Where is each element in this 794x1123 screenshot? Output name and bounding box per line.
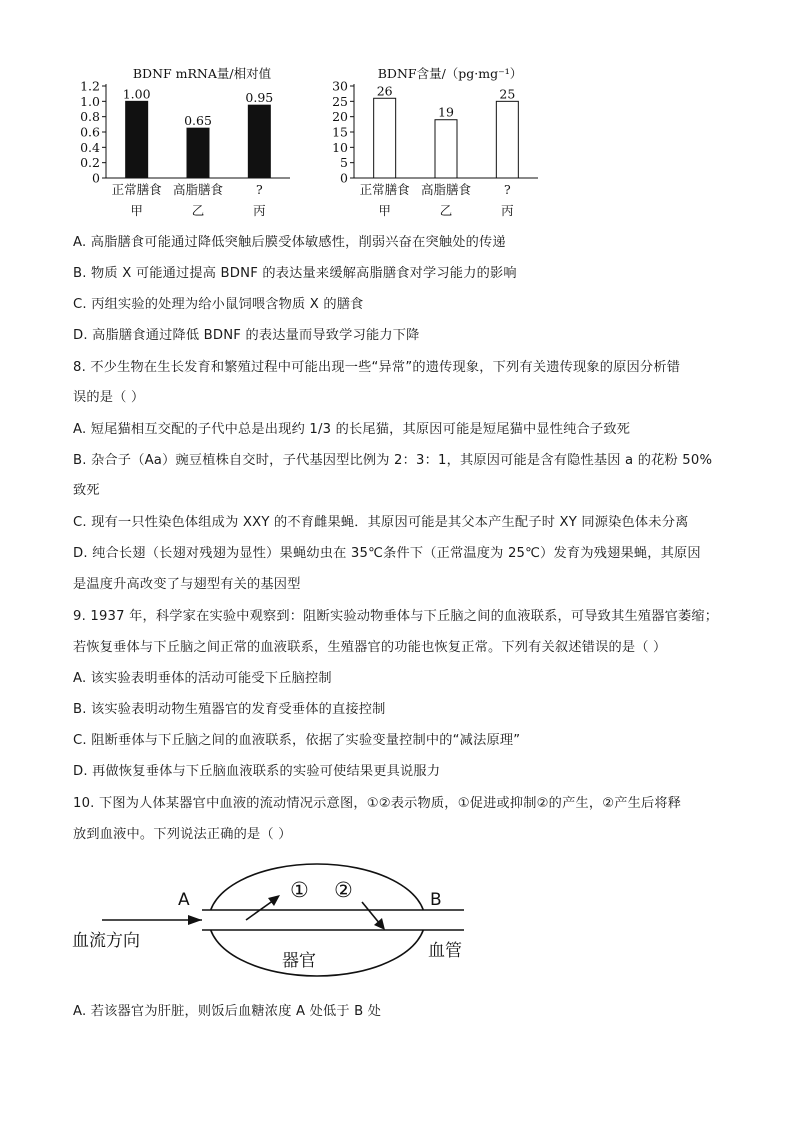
question-10-stem: 10. 下图为人体某器官中血液的流动情况示意图，①②表示物质，①促进或抑制②的产生，②产生后将释 — [73, 796, 682, 811]
y-tick-label: 20 — [332, 109, 348, 125]
data-label: 19 — [438, 104, 454, 120]
data-label: 0.65 — [184, 113, 212, 129]
blood-vessel — [202, 910, 472, 930]
label-a: A — [178, 890, 190, 910]
option-8b: B. 杂合子（Aa）豌豆植株自交时，子代基因型比例为 2：3：1，其原因可能是含有隐性基因 a 的花粉 50% — [73, 453, 713, 468]
y-tick-label: 5 — [340, 155, 348, 171]
x-tick-label: 正常膳食 — [359, 182, 410, 197]
group-label: 甲 — [378, 203, 391, 218]
data-label: 25 — [499, 86, 516, 102]
option-8b-cont: 致死 — [73, 483, 100, 498]
x-tick-label: 正常膳食 — [111, 182, 162, 197]
group-label: 乙 — [439, 203, 453, 218]
bdnf-content-chart-svg — [318, 62, 558, 222]
option-10a: A. 若该器官为肝脏，则饭后血糖浓度 A 处低于 B 处 — [73, 1004, 382, 1019]
question-10-stem-cont: 放到血液中。下列说法正确的是（ ） — [73, 827, 292, 842]
question-9-stem: 9. 1937 年，科学家在实验中观察到：阻断实验动物垂体与下丘脑之间的血液联系，可导致其生殖器官萎缩； — [73, 609, 719, 624]
option-9b: B. 该实验表明动物生殖器官的发育受垂体的直接控制 — [73, 702, 386, 717]
y-tick-label: 1.2 — [80, 78, 100, 94]
y-tick-label: 0.8 — [80, 109, 100, 125]
substance-2-label: ② — [334, 878, 353, 902]
group-label: 乙 — [191, 203, 205, 218]
bar — [435, 120, 457, 178]
label-b: B — [430, 890, 442, 910]
option-7d: D. 高脂膳食通过降低 BDNF 的表达量而导致学习能力下降 — [73, 328, 420, 343]
bar — [374, 98, 396, 178]
y-tick-label: 0.2 — [80, 155, 100, 171]
option-9a: A. 该实验表明垂体的活动可能受下丘脑控制 — [73, 671, 332, 686]
bdnf-mrna-chart-svg — [70, 62, 310, 222]
arrow-1-head — [268, 895, 280, 906]
bar — [126, 101, 148, 178]
chart-title: BDNF mRNA量/相对值 — [132, 66, 272, 81]
option-8a: A. 短尾猫相互交配的子代中总是出现约 1/3 的长尾猫，其原因可能是短尾猫中显性纯合子致死 — [73, 422, 631, 437]
y-tick-label: 0 — [340, 170, 348, 186]
substance-1-label: ① — [290, 878, 309, 902]
y-tick-label: 15 — [332, 124, 348, 140]
option-7b: B. 物质 X 可能通过提高 BDNF 的表达量来缓解高脂膳食对学习能力的影响 — [73, 266, 517, 281]
bdnf-content-chart — [318, 62, 558, 222]
option-8c: C. 现有一只性染色体组成为 XXY 的不育雌果蝇．其原因可能是其父本产生配子时 XY 同源染色体未分离 — [73, 515, 689, 530]
flow-arrow-head — [188, 915, 202, 925]
data-label: 0.95 — [245, 90, 274, 106]
x-tick-label: 高脂膳食 — [420, 182, 472, 197]
x-tick-label: 高脂膳食 — [172, 182, 224, 197]
option-8d: D. 纯合长翅（长翅对残翅为显性）果蝇幼虫在 35℃条件下（正常温度为 25℃）发育为残翅果蝇，其原因 — [73, 546, 701, 561]
bar — [496, 101, 518, 178]
y-tick-label: 30 — [332, 78, 348, 94]
x-tick-label: ? — [255, 182, 263, 197]
y-tick-label: 10 — [332, 139, 348, 155]
organ-label: 器官 — [282, 951, 316, 971]
group-label: 丙 — [501, 203, 514, 218]
organ-blood-flow-diagram — [72, 862, 492, 980]
bar — [187, 128, 209, 178]
option-7a: A. 高脂膳食可能通过降低突触后膜受体敏感性，削弱兴奋在突触处的传递 — [73, 235, 506, 250]
bar — [248, 105, 270, 178]
bdnf-mrna-chart — [70, 62, 310, 222]
option-7c: C. 丙组实验的处理为给小鼠饲喂含物质 X 的膳食 — [73, 297, 364, 312]
flow-direction-label: 血流方向 — [72, 931, 140, 951]
group-label: 甲 — [130, 203, 143, 218]
data-label: 1.00 — [122, 86, 151, 102]
option-8d-cont: 是温度升高改变了与翅型有关的基因型 — [73, 577, 301, 592]
y-tick-label: 0.6 — [80, 124, 100, 140]
data-label: 26 — [376, 83, 393, 99]
x-tick-label: ? — [503, 182, 511, 197]
y-tick-label: 0 — [92, 170, 100, 186]
y-tick-label: 25 — [332, 93, 348, 109]
chart-title: BDNF含量/（pg·mg⁻¹） — [377, 66, 523, 81]
vessel-label: 血管 — [428, 941, 462, 961]
question-8-stem-cont: 误的是（ ） — [73, 390, 145, 405]
group-label: 丙 — [253, 203, 266, 218]
option-9d: D. 再做恢复垂体与下丘脑血液联系的实验可使结果更具说服力 — [73, 764, 441, 779]
y-tick-label: 1.0 — [80, 93, 100, 109]
question-8-stem: 8. 不少生物在生长发育和繁殖过程中可能出现一些“异常”的遗传现象，下列有关遗传现象的原因分析错 — [73, 360, 681, 375]
option-9c: C. 阻断垂体与下丘脑之间的血液联系，依据了实验变量控制中的“减法原理” — [73, 733, 521, 748]
y-tick-label: 0.4 — [80, 139, 100, 155]
question-9-stem-cont: 若恢复垂体与下丘脑之间正常的血液联系，生殖器官的功能也恢复正常。下列有关叙述错误的是（ ） — [73, 640, 667, 655]
